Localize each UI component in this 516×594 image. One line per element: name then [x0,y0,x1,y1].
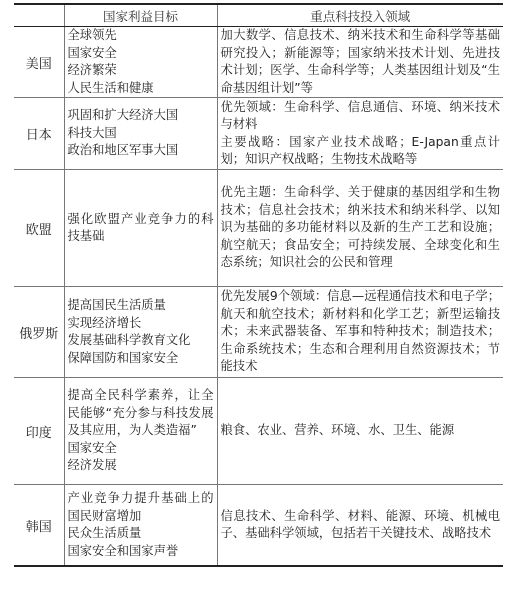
goal-item: 人民生活和健康 [67,80,154,95]
goals-cell [64,287,217,378]
table-row [14,287,503,378]
goal-item: 民众生活质量 [67,526,142,540]
country-cell: 日本 [14,98,64,170]
science-tech-investment-table [14,3,503,567]
goal-item: 国家安全 [67,45,117,60]
country-cell: 俄罗斯 [14,287,64,378]
table-header-row [14,4,503,27]
areas-cell [217,485,503,567]
areas-cell [217,287,503,378]
goals-cell [64,27,217,98]
goal-item: 强化欧盟产业竞争力的科技基础 [67,211,214,243]
areas-text: 优先领域：生命科学、信息通信、环境、纳米技术与材料 主要战略：国家产业技术战略；E-Japan重点计划；知识产权战略；生物技术战略等 [220,99,500,166]
goal-item: 提高全民科学素养，让全民能够“充分参与科技发展及其应用，为人类造福” [67,388,214,438]
document-page [14,3,503,567]
goal-item: 国家安全 [67,440,117,455]
goals-cell [64,485,217,567]
goal-item: 科技大国 [67,125,117,140]
areas-cell [217,98,503,170]
goal-item: 发展基础科学教育文化 [67,333,191,347]
areas-text: 优先主题：生命科学、关于健康的基因组学和生物技术；信息社会技术；纳米技术和纳米科学、以知识为基础的多功能材料以及新的生产工艺和设施；航空航天；食品安全；可持续发展、全球变化和生态系统；知识社会的公民和管理 [220,185,500,270]
table-row [14,170,503,287]
table-row [14,98,503,170]
goal-item: 经济繁荣 [67,63,117,77]
areas-text: 优先发展9个领域：信息—远程通信技术和电子学；航天和航空技术；新材料和化学工艺；新型运输技术；未来武器装备、军事和特种技术；制造技术；生命系统技术；生态和合理利用自然资源技术；节能技术 [220,289,500,374]
goal-item: 提高国民生活质量 [67,298,166,312]
goals-cell [64,170,217,287]
areas-cell [217,27,503,98]
country-cell: 欧盟 [14,170,64,287]
areas-text: 信息技术、生命科学、材料、能源、环境、机械电子、基础科学领域，包括若干关键技术、战略技术 [220,508,500,540]
goal-item: 产业竞争力提升基础上的国民财富增加 [67,491,214,523]
areas-cell [217,170,503,287]
goal-item: 国家安全和国家声誉 [67,543,179,558]
country-cell: 韩国 [14,485,64,567]
header-national-interest-goals: 国家利益目标 [64,4,217,27]
header-country [14,4,64,27]
areas-cell [217,378,503,485]
goal-item: 实现经济增长 [67,315,142,330]
table-row [14,378,503,485]
header-key-tech-investment-areas: 重点科技投入领域 [217,4,503,27]
country-cell: 印度 [14,378,64,485]
goal-item: 政治和地区军事大国 [67,143,179,158]
country-cell: 美国 [14,27,64,98]
goals-cell [64,378,217,485]
goal-item: 保障国防和国家安全 [67,350,179,365]
goal-item: 经济发展 [67,458,117,473]
table-row [14,485,503,567]
areas-text: 加大数学、信息技术、纳米技术和生命科学等基础研究投入；新能源等；国家纳米技术计划、先进技术计划；医学、生命科学等；人类基因组计划及“生命基因组计划”等 [220,28,500,95]
goal-item: 全球领先 [67,28,117,42]
areas-text: 粮食、农业、营养、环境、水、卫生、能源 [220,423,455,438]
goal-item: 巩固和扩大经济大国 [67,108,179,123]
goals-cell [64,98,217,170]
table-row [14,27,503,98]
